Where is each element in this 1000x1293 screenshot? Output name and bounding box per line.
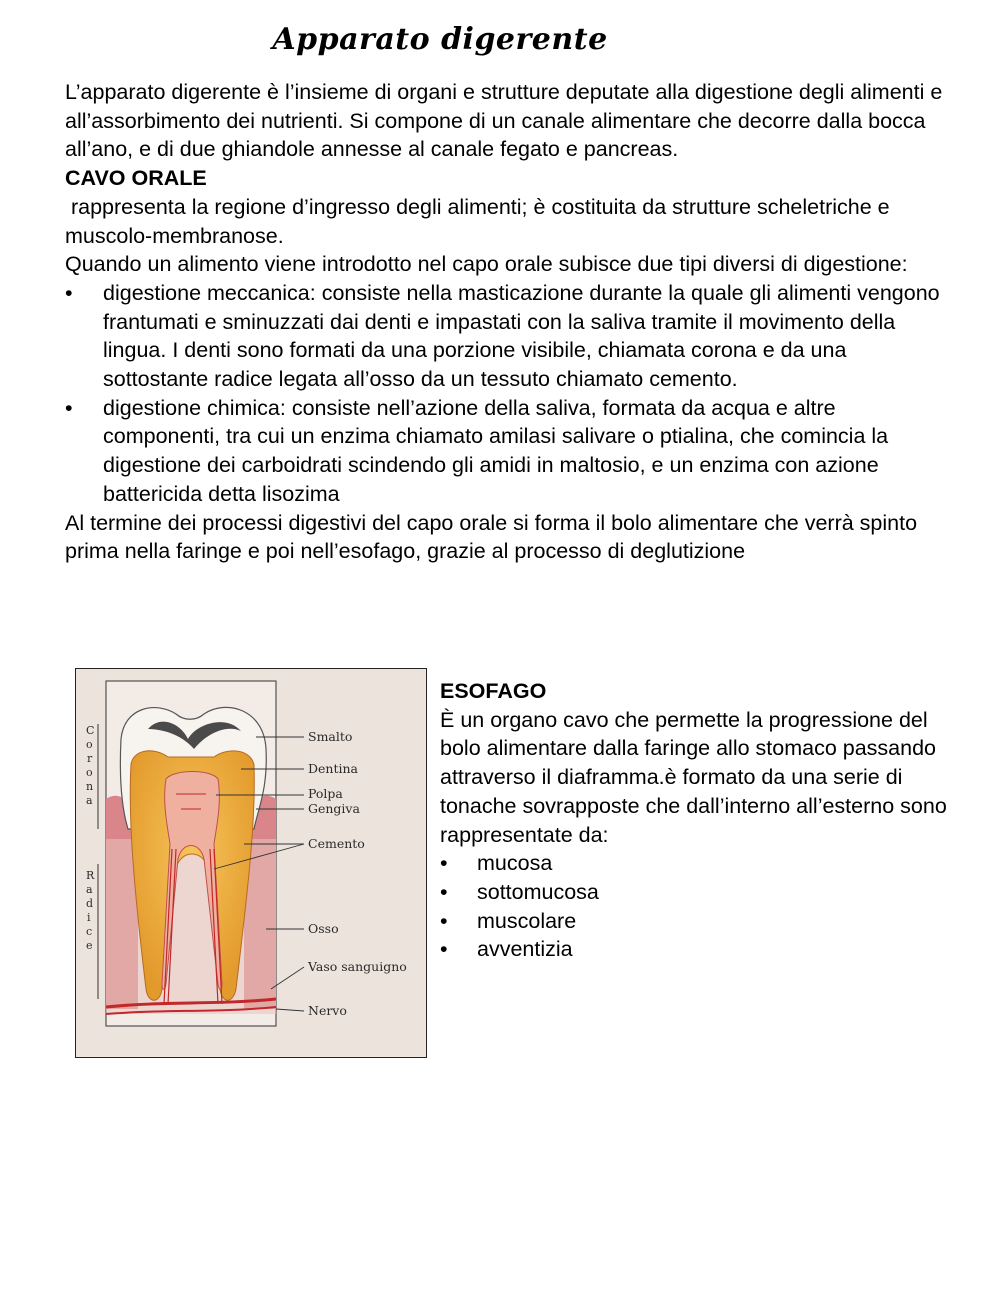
nervo-label: Nervo	[308, 1003, 347, 1018]
list-item: • digestione chimica: consiste nell’azione della saliva, formata da acqua e altre componenti, tra cui un enzima chiamato amilasi salivare o ptialina, che comincia la digestione dei carboidrati scindendo gli amidi in maltosio, e un enzima con azione battericida detta lisozima	[65, 394, 955, 509]
esofago-section	[440, 677, 960, 964]
intro-paragraph: L’apparato digerente è l’insieme di organi e strutture deputate alla digestione degli alimenti e all’assorbimento dei nutrienti. Si compone di un canale alimentare che decorre dalla bocca all’ano, e di due ghiandole annesse al canale fegato e pancreas.	[65, 80, 943, 162]
smalto-label: Smalto	[308, 729, 353, 744]
digestion-list	[65, 279, 955, 509]
osso-label: Osso	[308, 921, 339, 936]
cavo-orale-closing: Al termine dei processi digestivi del capo orale si forma il bolo alimentare che verrà spinto prima nella faringe e poi nell’esofago, grazie al processo di deglutizione	[65, 510, 918, 564]
cavo-orale-lead: Quando un alimento viene introdotto nel capo orale subisce due tipi diversi di digestione:	[65, 252, 908, 277]
esofago-description: È un organo cavo che permette la progressione del bolo alimentare dalla faringe allo stomaco passando attraverso il diaframma.è formato da una serie di tonache sovrapposte che dall’interno all’esterno sono rappresentate da:	[440, 707, 947, 847]
tonache-list	[440, 849, 960, 964]
radice-label: R a d i c e	[86, 869, 95, 952]
cemento-label: Cemento	[308, 836, 365, 851]
page-title: Apparato digerente	[272, 22, 608, 57]
gengiva-label: Gengiva	[308, 801, 360, 816]
list-item: • avventizia	[440, 935, 960, 964]
tooth-diagram	[75, 668, 427, 1058]
esofago-heading: ESOFAGO	[440, 679, 547, 703]
tooth-illustration	[76, 669, 425, 1056]
list-item: • sottomucosa	[440, 878, 960, 907]
corona-label: C o r o n a	[86, 724, 95, 807]
list-item: • mucosa	[440, 849, 960, 878]
polpa-label: Polpa	[308, 786, 343, 801]
dentina-label: Dentina	[308, 761, 358, 776]
cavo-orale-heading: CAVO ORALE	[65, 166, 207, 191]
list-item: • digestione meccanica: consiste nella masticazione durante la quale gli alimenti vengono frantumati e sminuzzati dai denti e impastati con la saliva tramite il movimento della lingua. I denti sono formati da una porzione visibile, chiamata corona e da una sottostante radice legata all’osso da un tessuto chiamato cemento.	[65, 279, 955, 394]
cavo-orale-description: rappresenta la regione d’ingresso degli alimenti; è costituita da strutture scheletriche e muscolo-membranose.	[65, 194, 896, 248]
list-item: • muscolare	[440, 907, 960, 936]
vaso-sanguigno-label: Vaso sanguigno	[308, 959, 407, 974]
main-text	[65, 78, 955, 566]
